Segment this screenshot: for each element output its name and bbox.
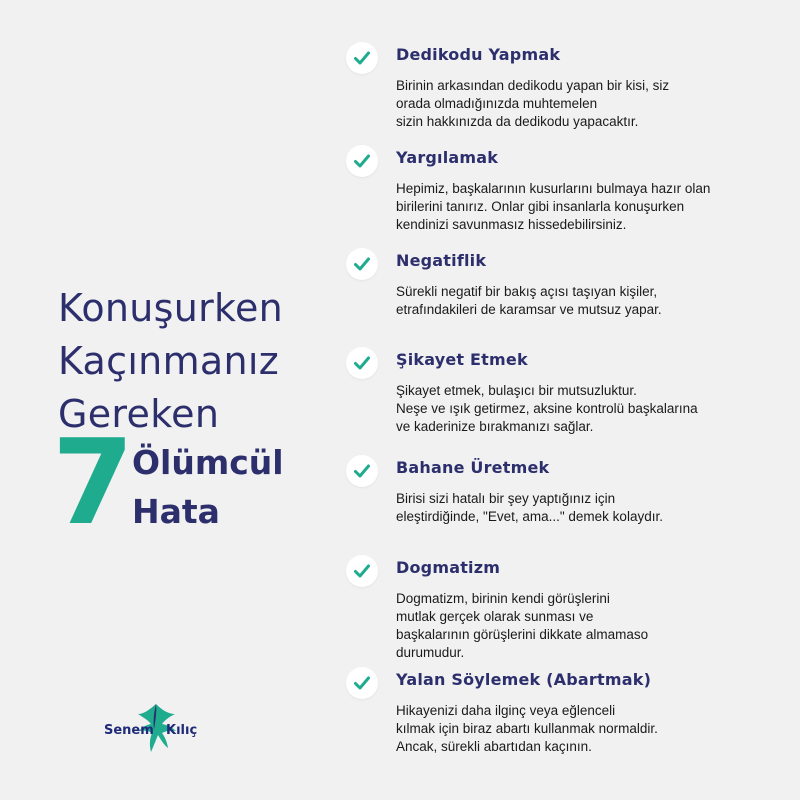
headline-line-1: Konuşurken xyxy=(58,286,284,330)
logo-text-right: Kılıç xyxy=(166,723,198,738)
item-description: Sürekli negatif bir bakış açısı taşıyan kişiler, etrafındakileri de karamsar ve mutsuz yapar. xyxy=(396,284,662,317)
brand-logo xyxy=(104,700,204,760)
item-description: Hikayenizi daha ilginç veya eğlenceli kılmak için biraz abartı kullanmak normaldir. Ancak, sürekli abartıdan kaçının. xyxy=(396,703,658,754)
item-title: Bahane Üretmek xyxy=(396,458,550,477)
headline-bold-1: Ölümcül xyxy=(132,443,284,482)
item-title: Negatiflik xyxy=(396,251,487,270)
item-title: Şikayet Etmek xyxy=(396,350,528,369)
item-description: Dogmatizm, birinin kendi görüşlerini mutlak gerçek olarak sunması ve başkalarının görüşlerini dikkate almamaso durumudur. xyxy=(396,591,649,660)
item-description: Şikayet etmek, bulaşıcı bir mutsuzluktur. Neşe ve ışık getirmez, aksine kontrolü başkalarına ve kaderinize bırakmanızı sağlar. xyxy=(396,383,698,434)
check-icon xyxy=(346,667,378,699)
headline-number: 7 xyxy=(52,413,135,551)
check-icon xyxy=(346,455,378,487)
item-description: Hepimiz, başkalarının kusurlarını bulmaya hazır olan birilerini tanırız. Onlar gibi insanlarla konuşurken kendinizi savunmasız hissedebilirsiniz. xyxy=(396,181,711,232)
check-icon xyxy=(346,248,378,280)
check-icon xyxy=(346,42,378,74)
logo-text-left: Senem xyxy=(104,723,154,738)
item-description: Birisi sizi hatalı bir şey yaptığınız için eleştirdiğinde, "Evet, ama..." demek kolaydır. xyxy=(396,491,663,524)
check-icon xyxy=(346,347,378,379)
item-title: Dogmatizm xyxy=(396,558,501,577)
headline-line-2: Kaçınmanız xyxy=(58,339,279,383)
headline xyxy=(52,282,328,553)
headline-bold-2: Hata xyxy=(132,492,220,531)
headline-line-3: Gereken xyxy=(58,392,220,436)
check-icon xyxy=(346,555,378,587)
item-title: Yalan Söylemek (Abartmak) xyxy=(396,670,652,689)
item-title: Dedikodu Yapmak xyxy=(396,45,561,64)
item-title: Yargılamak xyxy=(396,148,499,167)
item-description: Birinin arkasından dedikodu yapan bir kisi, siz orada olmadığınızda muhtemelen sizin hakkınızda da dedikodu yapacaktır. xyxy=(396,78,670,129)
check-icon xyxy=(346,145,378,177)
